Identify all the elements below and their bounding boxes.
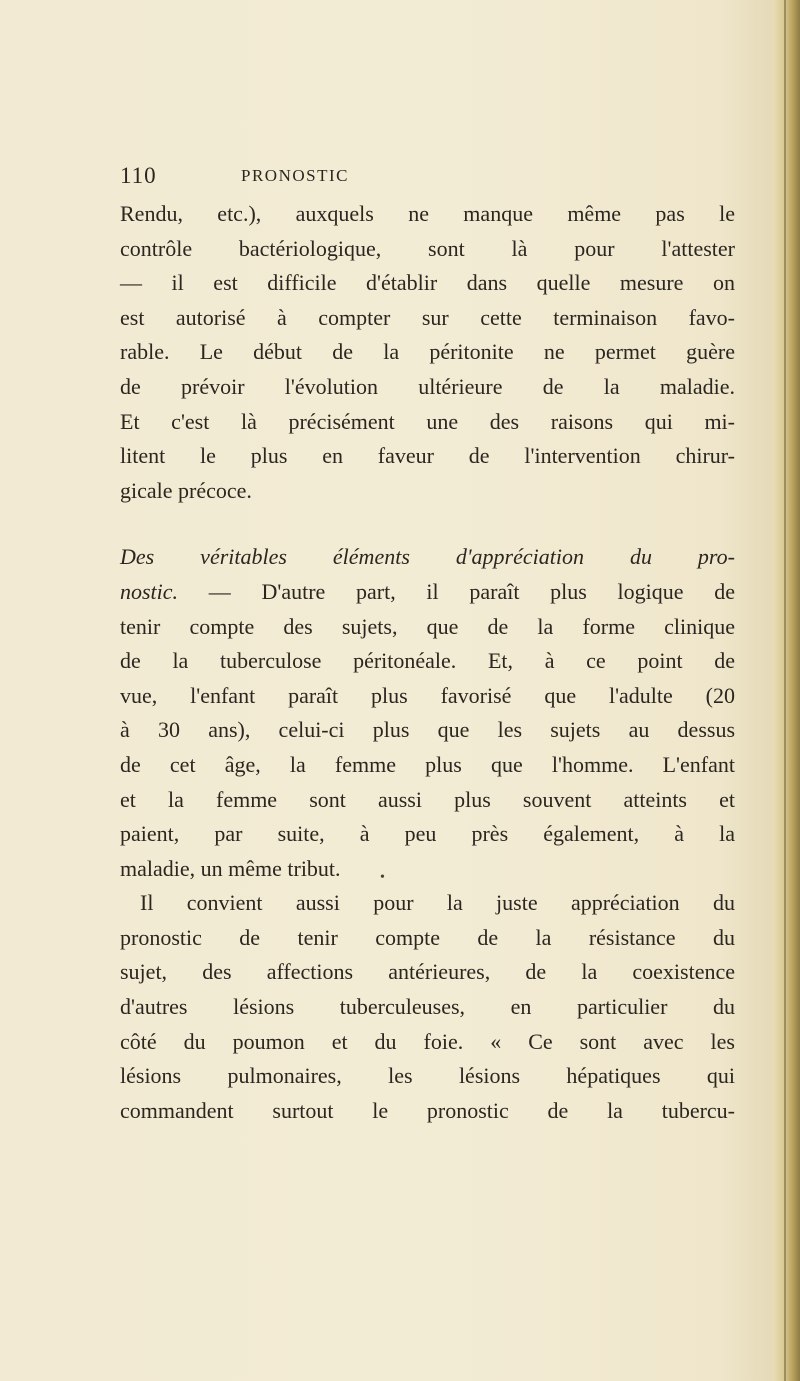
text-line: [120, 575, 735, 610]
text-line: d'autres lésions tuberculeuses, en particulier du: [120, 994, 735, 1020]
text-line: gicale précoce.: [120, 477, 252, 503]
text-line: Il convient aussi pour la juste appréciation du: [140, 890, 735, 916]
text-line: tenir compte des sujets, que de la forme clinique: [120, 613, 735, 639]
text-line: sujet, des affections antérieures, de la coexistence: [120, 959, 735, 985]
paragraph-1: [120, 197, 735, 508]
text-line: pronostic de tenir compte de la résistance du: [120, 924, 735, 950]
running-head: PRONOSTIC: [241, 166, 349, 185]
text-line: est autorisé à compter sur cette terminaison favo-: [120, 304, 735, 330]
text-line-rest: — D'autre part, il paraît plus logique de: [178, 578, 735, 604]
text-line: Et c'est là précisément une des raisons qui mi-: [120, 408, 735, 434]
text-line: de la tuberculose péritonéale. Et, à ce point de: [120, 648, 735, 674]
text-line: paient, par suite, à peu près également, à la: [120, 821, 735, 847]
text-line: commandent surtout le pronostic de la tubercu-: [120, 1097, 735, 1123]
text-line: — il est difficile d'établir dans quelle mesure on: [120, 270, 735, 296]
body-text: [120, 197, 735, 1128]
text-line: Rendu, etc.), auxquels ne manque même pas le: [120, 201, 735, 226]
text-line: vue, l'enfant paraît plus favorisé que l'adulte (20: [120, 682, 735, 708]
text-line: maladie, un même tribut.: [120, 855, 341, 881]
text-line: contrôle bactériologique, sont là pour l'attester: [120, 235, 735, 261]
paragraph-2: [120, 540, 735, 886]
text-line: de cet âge, la femme plus que l'homme. L'enfant: [120, 751, 735, 777]
section-heading: Des véritables éléments d'appréciation du pro-: [120, 544, 735, 570]
text-line: et la femme sont aussi plus souvent atteints et: [120, 786, 735, 812]
paragraph-gap: [120, 508, 735, 540]
binding-line: [784, 0, 786, 1381]
page-edge-shadow: [774, 0, 800, 1381]
text-line: à 30 ans), celui-ci plus que les sujets au dessus: [120, 717, 735, 743]
text-line: lésions pulmonaires, les lésions hépatiques qui: [120, 1063, 735, 1089]
text-line: de prévoir l'évolution ultérieure de la maladie.: [120, 373, 735, 399]
text-line: litent le plus en faveur de l'intervention chirur-: [120, 443, 735, 469]
page-number: 110: [120, 163, 157, 188]
paragraph-3: [120, 886, 735, 1128]
text-line: côté du poumon et du foie. « Ce sont avec les: [120, 1028, 735, 1054]
section-heading-end: nostic.: [120, 578, 179, 604]
page-header: [120, 163, 740, 193]
bottom-mark: •: [380, 870, 385, 885]
text-line: rable. Le début de la péritonite ne permet guère: [120, 339, 735, 365]
